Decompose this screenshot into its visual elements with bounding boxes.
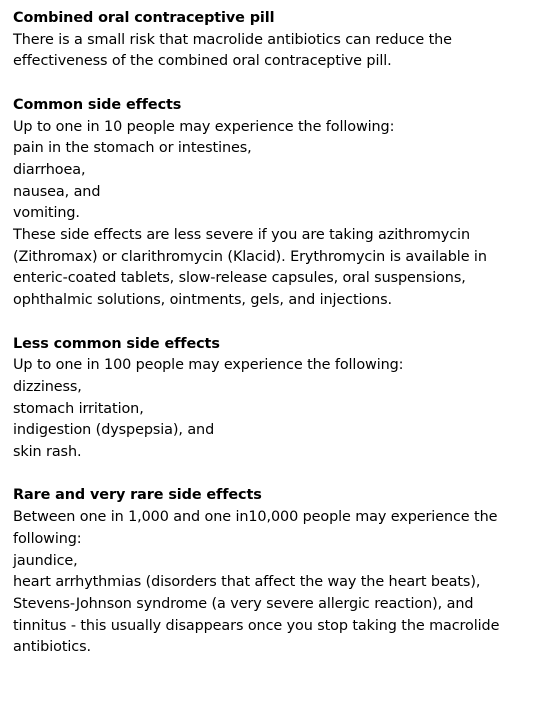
list-item: heart arrhythmias (disorders that affect the way the heart beats), (13, 574, 481, 591)
section-heading: Less common side effects (13, 335, 220, 352)
paragraph-line: Between one in 1,000 and one in10,000 people may experience the following: (13, 509, 498, 547)
list-item: vomiting. (13, 205, 80, 222)
list-item: jaundice, (13, 552, 78, 569)
section-less-common-side-effects (13, 334, 533, 464)
paragraph-line: There is a small risk that macrolide antibiotics can reduce the effectiveness of the combined oral contraceptive pill. (13, 31, 452, 70)
document-page (13, 8, 533, 659)
list-item: pain in the stomach or intestines, (13, 140, 252, 157)
list-item: indigestion (dyspepsia), and (13, 422, 215, 439)
list-item: diarrhoea, (13, 161, 86, 178)
list-item: stomach irritation, (13, 400, 144, 417)
list-item: dizziness, (13, 378, 82, 395)
paragraph-line: Up to one in 100 people may experience the following: (13, 357, 404, 374)
paragraph-line: Up to one in 10 people may experience the following: (13, 118, 395, 135)
section-rare-side-effects (13, 485, 533, 659)
section-heading: Combined oral contraceptive pill (13, 10, 275, 26)
section-common-side-effects (13, 95, 533, 312)
section-contraceptive-pill (13, 8, 533, 73)
list-item: Stevens-Johnson syndrome (a very severe allergic reaction), and (13, 595, 474, 612)
paragraph-line: These side effects are less severe if you are taking azithromycin (Zithromax) or clarithromycin (Klacid). Erythromycin is available in enteric-coated tablets, slow-release capsules, oral suspensions, ophthalmic solutions, ointments, gels, and injections. (13, 227, 487, 309)
list-item: tinnitus - this usually disappears once you stop taking the macrolide antibiotics. (13, 617, 500, 656)
list-item: nausea, and (13, 183, 101, 200)
section-heading: Common side effects (13, 96, 182, 113)
section-heading: Rare and very rare side effects (13, 487, 262, 504)
list-item: skin rash. (13, 444, 82, 461)
